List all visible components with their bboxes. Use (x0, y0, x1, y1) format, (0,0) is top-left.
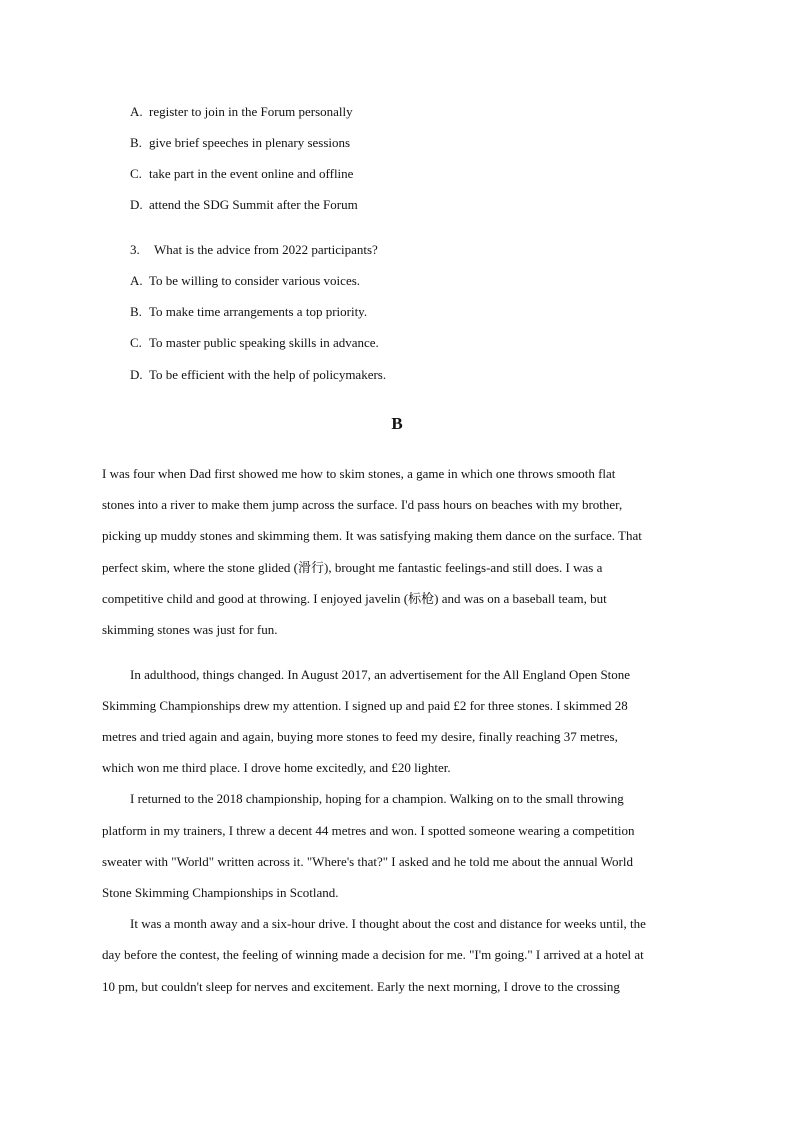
passage-line: It was a month away and a six-hour drive. I thought about the cost and distance for weeks until, the (130, 916, 646, 931)
q2-option-a[interactable] (130, 104, 353, 120)
passage-line: In adulthood, things changed. In August 2017, an advertisement for the All England Open Stone (130, 667, 631, 682)
passage-line: Skimming Championships drew my attention. I signed up and paid £2 for three stones. I skimmed 28 (102, 698, 628, 713)
q3-stem (130, 242, 378, 258)
q3-option-d[interactable] (130, 367, 386, 383)
option-text: give brief speeches in plenary sessions (149, 135, 351, 150)
passage-line: competitive child and good at throwing. I enjoyed javelin (标枪) and was on a baseball team, but (102, 591, 607, 606)
question-number: 3. (130, 242, 140, 257)
option-text: register to join in the Forum personally (149, 104, 353, 119)
option-text: take part in the event online and offline (149, 166, 354, 181)
passage-line: picking up muddy stones and skimming them. It was satisfying making them dance on the surface. That (102, 528, 642, 543)
passage-line: 10 pm, but couldn't sleep for nerves and excitement. Early the next morning, I drove to the crossing (102, 979, 620, 994)
option-text: To make time arrangements a top priority. (149, 304, 368, 319)
passage-line: metres and tried again and again, buying more stones to feed my desire, finally reaching 37 metres, (102, 729, 618, 744)
passage-line: perfect skim, where the stone glided (滑行), brought me fantastic feelings-and still does. I was a (102, 560, 603, 575)
option-letter: C. (130, 166, 142, 181)
q3-option-b[interactable] (130, 304, 367, 320)
passage-line: I was four when Dad first showed me how to skim stones, a game in which one throws smooth flat (102, 466, 616, 481)
option-letter: A. (130, 104, 143, 119)
option-letter: B. (130, 304, 142, 319)
option-letter: A. (130, 273, 143, 288)
option-letter: C. (130, 335, 142, 350)
passage-line: skimming stones was just for fun. (102, 622, 278, 637)
passage-line: sweater with "World" written across it. "Where's that?" I asked and he told me about the annual World (102, 854, 633, 869)
section-b-heading: B (391, 414, 403, 433)
q2-option-c[interactable] (130, 166, 353, 182)
q3-option-c[interactable] (130, 335, 379, 351)
question-text: What is the advice from 2022 participants? (154, 242, 378, 257)
option-letter: D. (130, 197, 143, 212)
q2-option-d[interactable] (130, 197, 358, 213)
passage-line: day before the contest, the feeling of winning made a decision for me. "I'm going." I arrived at a hotel at (102, 947, 644, 962)
option-letter: B. (130, 135, 142, 150)
passage-line: platform in my trainers, I threw a decent 44 metres and won. I spotted someone wearing a competition (102, 823, 635, 838)
passage-line: stones into a river to make them jump across the surface. I'd pass hours on beaches with my brother, (102, 497, 623, 512)
option-text: To be efficient with the help of policymakers. (149, 367, 387, 382)
passage-line: I returned to the 2018 championship, hoping for a champion. Walking on to the small throwing (130, 791, 624, 806)
passage-line: Stone Skimming Championships in Scotland. (102, 885, 339, 900)
option-text: To master public speaking skills in advance. (149, 335, 379, 350)
option-text: To be willing to consider various voices. (149, 273, 361, 288)
passage-line: which won me third place. I drove home excitedly, and £20 lighter. (102, 760, 451, 775)
q3-option-a[interactable] (130, 273, 360, 289)
q2-option-b[interactable] (130, 135, 350, 151)
option-text: attend the SDG Summit after the Forum (149, 197, 358, 212)
option-letter: D. (130, 367, 143, 382)
